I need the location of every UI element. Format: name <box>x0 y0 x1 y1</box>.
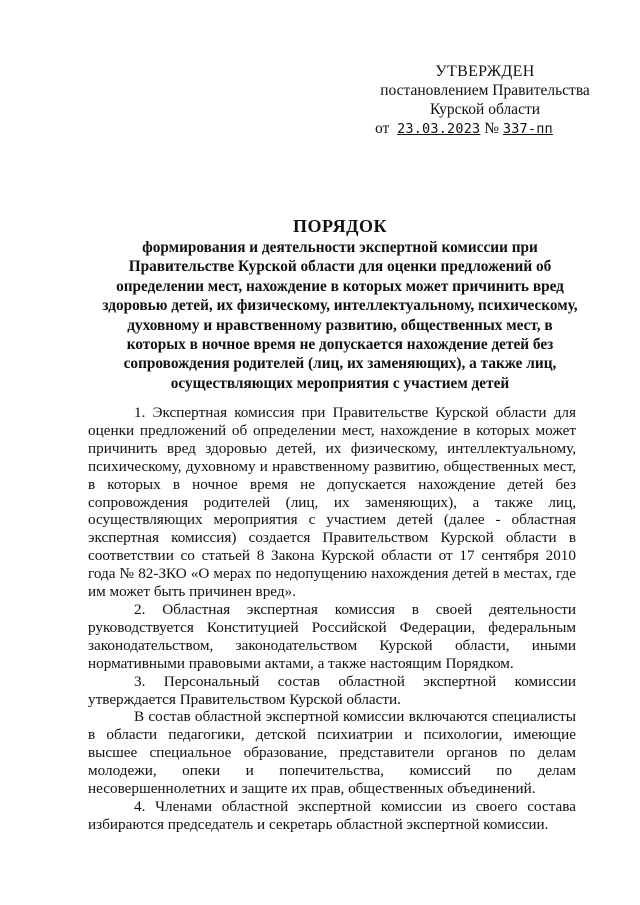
paragraph-3: 3. Персональный состав областной экспертной комиссии утверждается Правительством Курской области. <box>88 672 576 708</box>
document-title <box>60 214 620 393</box>
title-main: ПОРЯДОК <box>292 216 388 236</box>
approval-stamp <box>360 62 610 139</box>
title-line: формирования и деятельности экспертной комиссии при <box>142 239 538 256</box>
title-line: определении мест, нахождение в которых может причинить вред <box>116 277 564 295</box>
title-line: Правительстве Курской области для оценки предложений об <box>128 258 552 276</box>
approval-line-1: постановлением Правительства <box>380 82 590 99</box>
paragraph-1: 1. Экспертная комиссия при Правительстве Курской области для оценки предложений об определении мест, нахождение в которых может причинить вред здоровью детей, их физическому, интеллектуальному, психическому, духовному и нравственному развитию, общественных мест, в которых в ночное время не допускается нахождение детей без сопровождения родителей (лиц, их заменяющих), а также лиц, осуществляющих мероприятия с участием детей (далее - областная экспертная комиссия) создается Правительством Курской области в соответствии со статьей 8 Закона Курской области от 17 сентября 2010 года № 82-ЗКО «О мерах по недопущению нахождения детей в местах, где им может быть причинен вред». <box>88 404 576 601</box>
approval-line-2: Курской области <box>429 101 541 118</box>
date-value: 23.03.2023 <box>397 121 481 137</box>
approval-date-row <box>360 119 610 139</box>
title-line: осуществляющих мероприятия с участием детей <box>170 374 510 392</box>
title-line: которых в ночное время не допускается нахождение детей без <box>126 336 554 354</box>
paragraph-2: 2. Областная экспертная комиссия в своей деятельности руководствуется Конституцией Российской Федерации, федеральным законодательством, законодательством Курской области, иными нормативными правовыми актами, а также настоящим Порядком. <box>88 600 576 672</box>
title-line: здоровью детей, их физическому, интеллектуальному, психическому, <box>102 297 578 315</box>
title-line: духовному и нравственному развитию, общественных мест, в <box>127 316 553 334</box>
paragraph-4: 4. Членами областной экспертной комиссии из своего состава избираются председатель и секретарь областной экспертной комиссии. <box>88 797 576 833</box>
date-prefix: от <box>375 120 390 137</box>
paragraph-3-continued: В состав областной экспертной комиссии включаются специалисты в области педагогики, детской психиатрии и психологии, имеющие высшее специальное образование, представители органов по делам молодежи, опеки и попечительства, комиссий по делам несовершеннолетних и защите их прав, общественных объединений. <box>88 708 576 798</box>
number-value: 337-пп <box>502 121 553 137</box>
number-prefix: № <box>484 120 500 137</box>
approval-word: УТВЕРЖДЕН <box>435 63 535 80</box>
title-line: сопровождения родителей (лиц, их заменяющих), а также лиц, <box>123 355 557 373</box>
document-body <box>88 404 576 834</box>
